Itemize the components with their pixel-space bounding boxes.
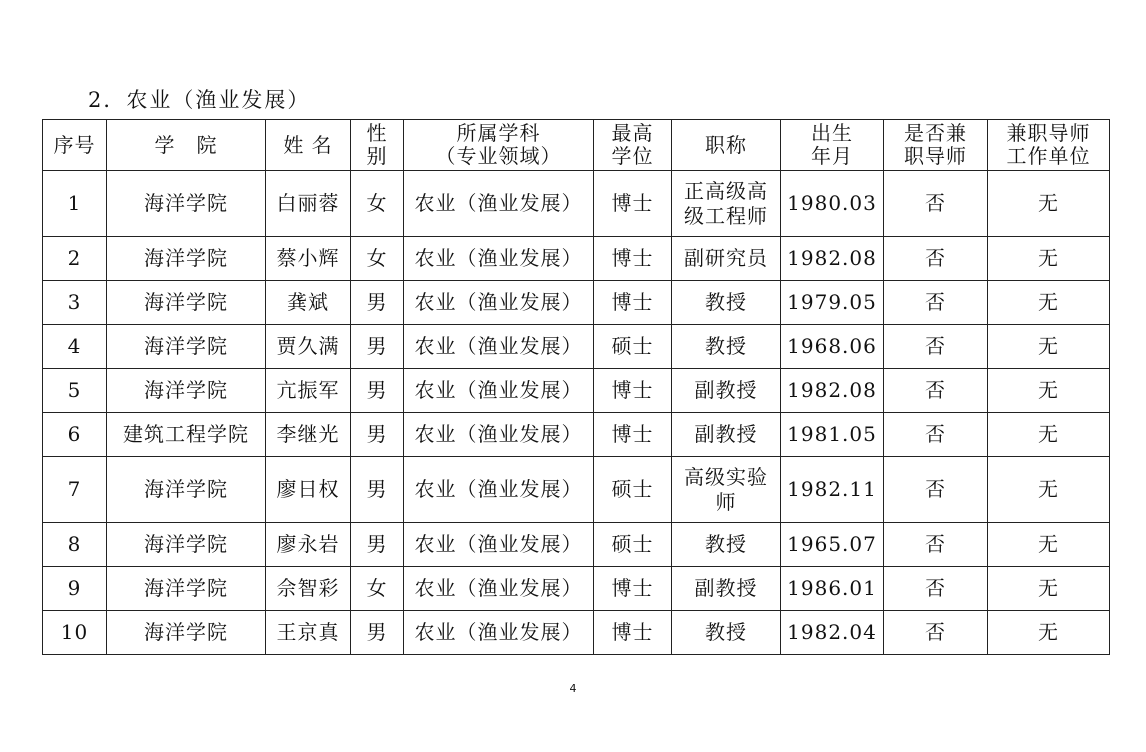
- cell-unit: 无: [988, 369, 1110, 413]
- cell-gender: 男: [351, 611, 404, 655]
- cell-title: [672, 523, 781, 567]
- header-line: 出生: [811, 121, 853, 145]
- cell-unit: 无: [988, 567, 1110, 611]
- header-line: 工作单位: [1006, 144, 1091, 168]
- cell-line: 正高级高: [684, 178, 768, 203]
- cell-name: 廖永岩: [266, 523, 351, 567]
- cell-field: 农业（渔业发展）: [404, 523, 594, 567]
- supervisor-table: [42, 119, 1110, 655]
- cell-name: 蔡小辉: [266, 237, 351, 281]
- cell-line: 副教授: [694, 576, 758, 600]
- table-row: [43, 611, 1110, 655]
- cell-birth: 1982.08: [781, 237, 884, 281]
- cell-degree: 硕士: [594, 325, 672, 369]
- table-row: [43, 325, 1110, 369]
- header-unit: [988, 120, 1110, 171]
- cell-part-time: 否: [884, 369, 988, 413]
- cell-gender: 男: [351, 325, 404, 369]
- cell-line: 教授: [705, 620, 747, 644]
- header-degree: [594, 120, 672, 171]
- header-line: 所属学科: [456, 121, 541, 145]
- table-row: [43, 413, 1110, 457]
- cell-title: [672, 237, 781, 281]
- header-gender: [351, 120, 404, 171]
- cell-degree: 博士: [594, 237, 672, 281]
- cell-title: [672, 611, 781, 655]
- cell-name: 佘智彩: [266, 567, 351, 611]
- cell-degree: 博士: [594, 611, 672, 655]
- header-title: [672, 120, 781, 171]
- cell-part-time: 否: [884, 281, 988, 325]
- cell-line: 高级实验: [684, 464, 768, 489]
- table-row: [43, 237, 1110, 281]
- cell-index: 8: [43, 523, 107, 567]
- cell-part-time: 否: [884, 325, 988, 369]
- table-header: [43, 120, 1110, 171]
- header-line: 别: [366, 144, 388, 168]
- cell-part-time: 否: [884, 237, 988, 281]
- header-index: [43, 120, 107, 171]
- cell-index: 9: [43, 567, 107, 611]
- cell-degree: 博士: [594, 281, 672, 325]
- cell-college: 海洋学院: [107, 171, 266, 237]
- cell-gender: 男: [351, 413, 404, 457]
- cell-field: 农业（渔业发展）: [404, 171, 594, 237]
- cell-line: 教授: [705, 290, 747, 314]
- cell-field: 农业（渔业发展）: [404, 457, 594, 523]
- cell-birth: 1982.11: [781, 457, 884, 523]
- cell-unit: 无: [988, 457, 1110, 523]
- table-row: [43, 457, 1110, 523]
- cell-birth: 1982.04: [781, 611, 884, 655]
- cell-name: 廖日权: [266, 457, 351, 523]
- header-line: 姓 名: [283, 132, 333, 157]
- cell-part-time: 否: [884, 523, 988, 567]
- cell-name: 白丽蓉: [266, 171, 351, 237]
- cell-birth: 1982.08: [781, 369, 884, 413]
- cell-degree: 博士: [594, 567, 672, 611]
- cell-part-time: 否: [884, 171, 988, 237]
- cell-degree: 硕士: [594, 457, 672, 523]
- cell-birth: 1980.03: [781, 171, 884, 237]
- cell-index: 6: [43, 413, 107, 457]
- header-line: 年月: [811, 144, 853, 168]
- cell-line: 副教授: [694, 378, 758, 402]
- table-row: [43, 369, 1110, 413]
- cell-line: 教授: [705, 334, 747, 358]
- cell-line: 师: [715, 489, 737, 514]
- cell-field: 农业（渔业发展）: [404, 413, 594, 457]
- header-line: 兼职导师: [1006, 121, 1091, 145]
- cell-part-time: 否: [884, 413, 988, 457]
- cell-degree: 博士: [594, 369, 672, 413]
- header-line: 最高: [611, 121, 654, 145]
- cell-part-time: 否: [884, 457, 988, 523]
- cell-unit: 无: [988, 523, 1110, 567]
- cell-unit: 无: [988, 281, 1110, 325]
- cell-gender: 女: [351, 171, 404, 237]
- cell-birth: 1979.05: [781, 281, 884, 325]
- cell-field: 农业（渔业发展）: [404, 567, 594, 611]
- cell-gender: 女: [351, 567, 404, 611]
- header-line: 学位: [611, 144, 654, 168]
- cell-index: 1: [43, 171, 107, 237]
- header-part-time: [884, 120, 988, 171]
- cell-field: 农业（渔业发展）: [404, 281, 594, 325]
- table-row: [43, 523, 1110, 567]
- cell-title: [672, 457, 781, 523]
- cell-field: 农业（渔业发展）: [404, 237, 594, 281]
- cell-degree: 博士: [594, 171, 672, 237]
- header-line: 职导师: [904, 144, 967, 168]
- header-line: 是否兼: [904, 121, 967, 145]
- table-row: [43, 281, 1110, 325]
- cell-degree: 硕士: [594, 523, 672, 567]
- cell-title: [672, 567, 781, 611]
- cell-college: 海洋学院: [107, 325, 266, 369]
- cell-title: [672, 171, 781, 237]
- cell-name: 贾久满: [266, 325, 351, 369]
- cell-college: 建筑工程学院: [107, 413, 266, 457]
- cell-college: 海洋学院: [107, 237, 266, 281]
- cell-part-time: 否: [884, 567, 988, 611]
- header-line: 性: [366, 121, 388, 145]
- cell-field: 农业（渔业发展）: [404, 369, 594, 413]
- cell-title: [672, 413, 781, 457]
- header-line: （专业领域）: [435, 144, 562, 168]
- table-header-row: [43, 120, 1110, 171]
- cell-index: 7: [43, 457, 107, 523]
- cell-title: [672, 369, 781, 413]
- cell-index: 2: [43, 237, 107, 281]
- cell-gender: 男: [351, 457, 404, 523]
- header-line: 序号: [53, 132, 96, 157]
- cell-field: 农业（渔业发展）: [404, 325, 594, 369]
- cell-birth: 1968.06: [781, 325, 884, 369]
- cell-part-time: 否: [884, 611, 988, 655]
- cell-name: 李继光: [266, 413, 351, 457]
- cell-birth: 1986.01: [781, 567, 884, 611]
- cell-unit: 无: [988, 325, 1110, 369]
- cell-line: 级工程师: [684, 203, 768, 228]
- cell-birth: 1965.07: [781, 523, 884, 567]
- table-row: [43, 567, 1110, 611]
- section-heading: 2．农业（渔业发展）: [88, 88, 311, 112]
- cell-college: 海洋学院: [107, 523, 266, 567]
- header-line: 职称: [705, 132, 747, 157]
- cell-name: 亢振军: [266, 369, 351, 413]
- cell-unit: 无: [988, 237, 1110, 281]
- cell-college: 海洋学院: [107, 369, 266, 413]
- cell-line: 教授: [705, 532, 747, 556]
- cell-line: 副教授: [694, 422, 758, 446]
- cell-college: 海洋学院: [107, 457, 266, 523]
- cell-name: 王京真: [266, 611, 351, 655]
- header-birth: [781, 120, 884, 171]
- header-field: [404, 120, 594, 171]
- cell-gender: 男: [351, 369, 404, 413]
- header-college: [107, 120, 266, 171]
- cell-college: 海洋学院: [107, 281, 266, 325]
- cell-title: [672, 281, 781, 325]
- cell-title: [672, 325, 781, 369]
- table-row: [43, 171, 1110, 237]
- cell-degree: 博士: [594, 413, 672, 457]
- cell-index: 10: [43, 611, 107, 655]
- cell-unit: 无: [988, 171, 1110, 237]
- cell-index: 3: [43, 281, 107, 325]
- cell-gender: 女: [351, 237, 404, 281]
- cell-gender: 男: [351, 281, 404, 325]
- cell-unit: 无: [988, 611, 1110, 655]
- cell-line: 副研究员: [684, 246, 768, 270]
- page-number: 4: [569, 682, 577, 695]
- cell-college: 海洋学院: [107, 611, 266, 655]
- header-name: [266, 120, 351, 171]
- cell-name: 龚斌: [266, 281, 351, 325]
- cell-field: 农业（渔业发展）: [404, 611, 594, 655]
- cell-gender: 男: [351, 523, 404, 567]
- table-body: [43, 171, 1110, 655]
- cell-index: 5: [43, 369, 107, 413]
- cell-index: 4: [43, 325, 107, 369]
- header-line: 学 院: [154, 132, 218, 157]
- cell-birth: 1981.05: [781, 413, 884, 457]
- cell-unit: 无: [988, 413, 1110, 457]
- cell-college: 海洋学院: [107, 567, 266, 611]
